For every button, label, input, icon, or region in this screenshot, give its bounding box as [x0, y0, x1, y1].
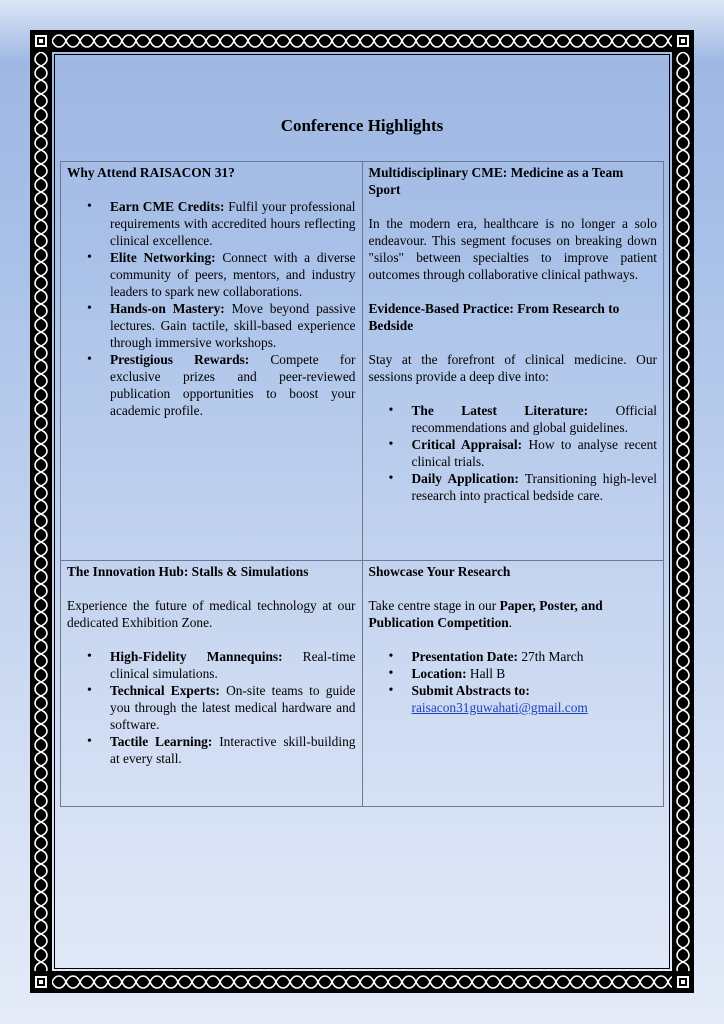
list-item: • High-Fidelity Mannequins: Real-time clinical simulations.	[110, 648, 356, 682]
multidisciplinary-heading: Multidisciplinary CME: Medicine as a Team Sport	[368, 165, 624, 197]
evidence-based-paragraph: Stay at the forefront of clinical medicine. Our sessions provide a deep dive into:	[368, 352, 657, 384]
list-item: • Earn CME Credits: Fulfil your professional requirements with accredited hours reflecting clinical excellence.	[110, 198, 356, 249]
list-item: • Hands-on Mastery: Move beyond passive lectures. Gain tactile, skill-based experience through immersive workshops.	[110, 300, 356, 351]
why-attend-cell	[61, 162, 363, 561]
multidisciplinary-paragraph: In the modern era, healthcare is no longer a solo endeavour. This segment focuses on breaking down "silos" between specialties to improve patient outcomes through collaborative clinical pathways.	[368, 216, 657, 282]
innovation-hub-cell	[61, 561, 363, 807]
innovation-hub-heading: The Innovation Hub: Stalls & Simulations	[67, 564, 309, 579]
highlights-table	[60, 161, 664, 807]
list-item: • The Latest Literature: Official recommendations and global guidelines.	[412, 402, 658, 436]
innovation-hub-paragraph: Experience the future of medical technology at our dedicated Exhibition Zone.	[67, 598, 356, 630]
border-bottom-ornament	[30, 971, 694, 993]
list-item: • Prestigious Rewards: Compete for exclusive prizes and peer-reviewed publication opportunities to boost your academic profile.	[110, 351, 356, 419]
why-attend-heading: Why Attend RAISACON 31?	[67, 165, 235, 180]
showcase-paragraph: Take centre stage in our Paper, Poster, and Publication Competition.	[368, 598, 603, 630]
list-item: • Daily Application: Transitioning high-level research into practical bedside care.	[412, 470, 658, 504]
evidence-based-list	[369, 402, 658, 504]
border-right-ornament	[672, 30, 694, 993]
showcase-list	[369, 648, 658, 716]
list-item: • Technical Experts: On-site teams to guide you through the latest medical hardware and software.	[110, 682, 356, 733]
email-link[interactable]: raisacon31guwahati@gmail.com	[411, 700, 588, 715]
corner-ornament	[672, 30, 694, 52]
list-item: • Elite Networking: Connect with a diverse community of peers, mentors, and industry leaders to spark new collaborations.	[110, 249, 356, 300]
innovation-hub-list	[67, 648, 356, 767]
showcase-heading: Showcase Your Research	[368, 564, 511, 579]
evidence-based-heading: Evidence-Based Practice: From Research to Bedside	[368, 301, 620, 333]
corner-ornament	[30, 971, 52, 993]
border-top-ornament	[30, 30, 694, 52]
list-item: • Presentation Date: 27th March	[412, 648, 658, 665]
list-item: • Submit Abstracts to: raisacon31guwahati@gmail.com	[412, 682, 658, 716]
page-title: Conference Highlights	[280, 116, 444, 135]
corner-ornament	[30, 30, 52, 52]
border-left-ornament	[30, 30, 52, 993]
list-item: • Location: Hall B	[412, 665, 658, 682]
corner-ornament	[672, 971, 694, 993]
list-item: • Tactile Learning: Interactive skill-building at every stall.	[110, 733, 356, 767]
list-item: • Critical Appraisal: How to analyse recent clinical trials.	[412, 436, 658, 470]
showcase-cell	[362, 561, 664, 807]
multidisciplinary-cell	[362, 162, 664, 561]
why-attend-list	[67, 198, 356, 419]
